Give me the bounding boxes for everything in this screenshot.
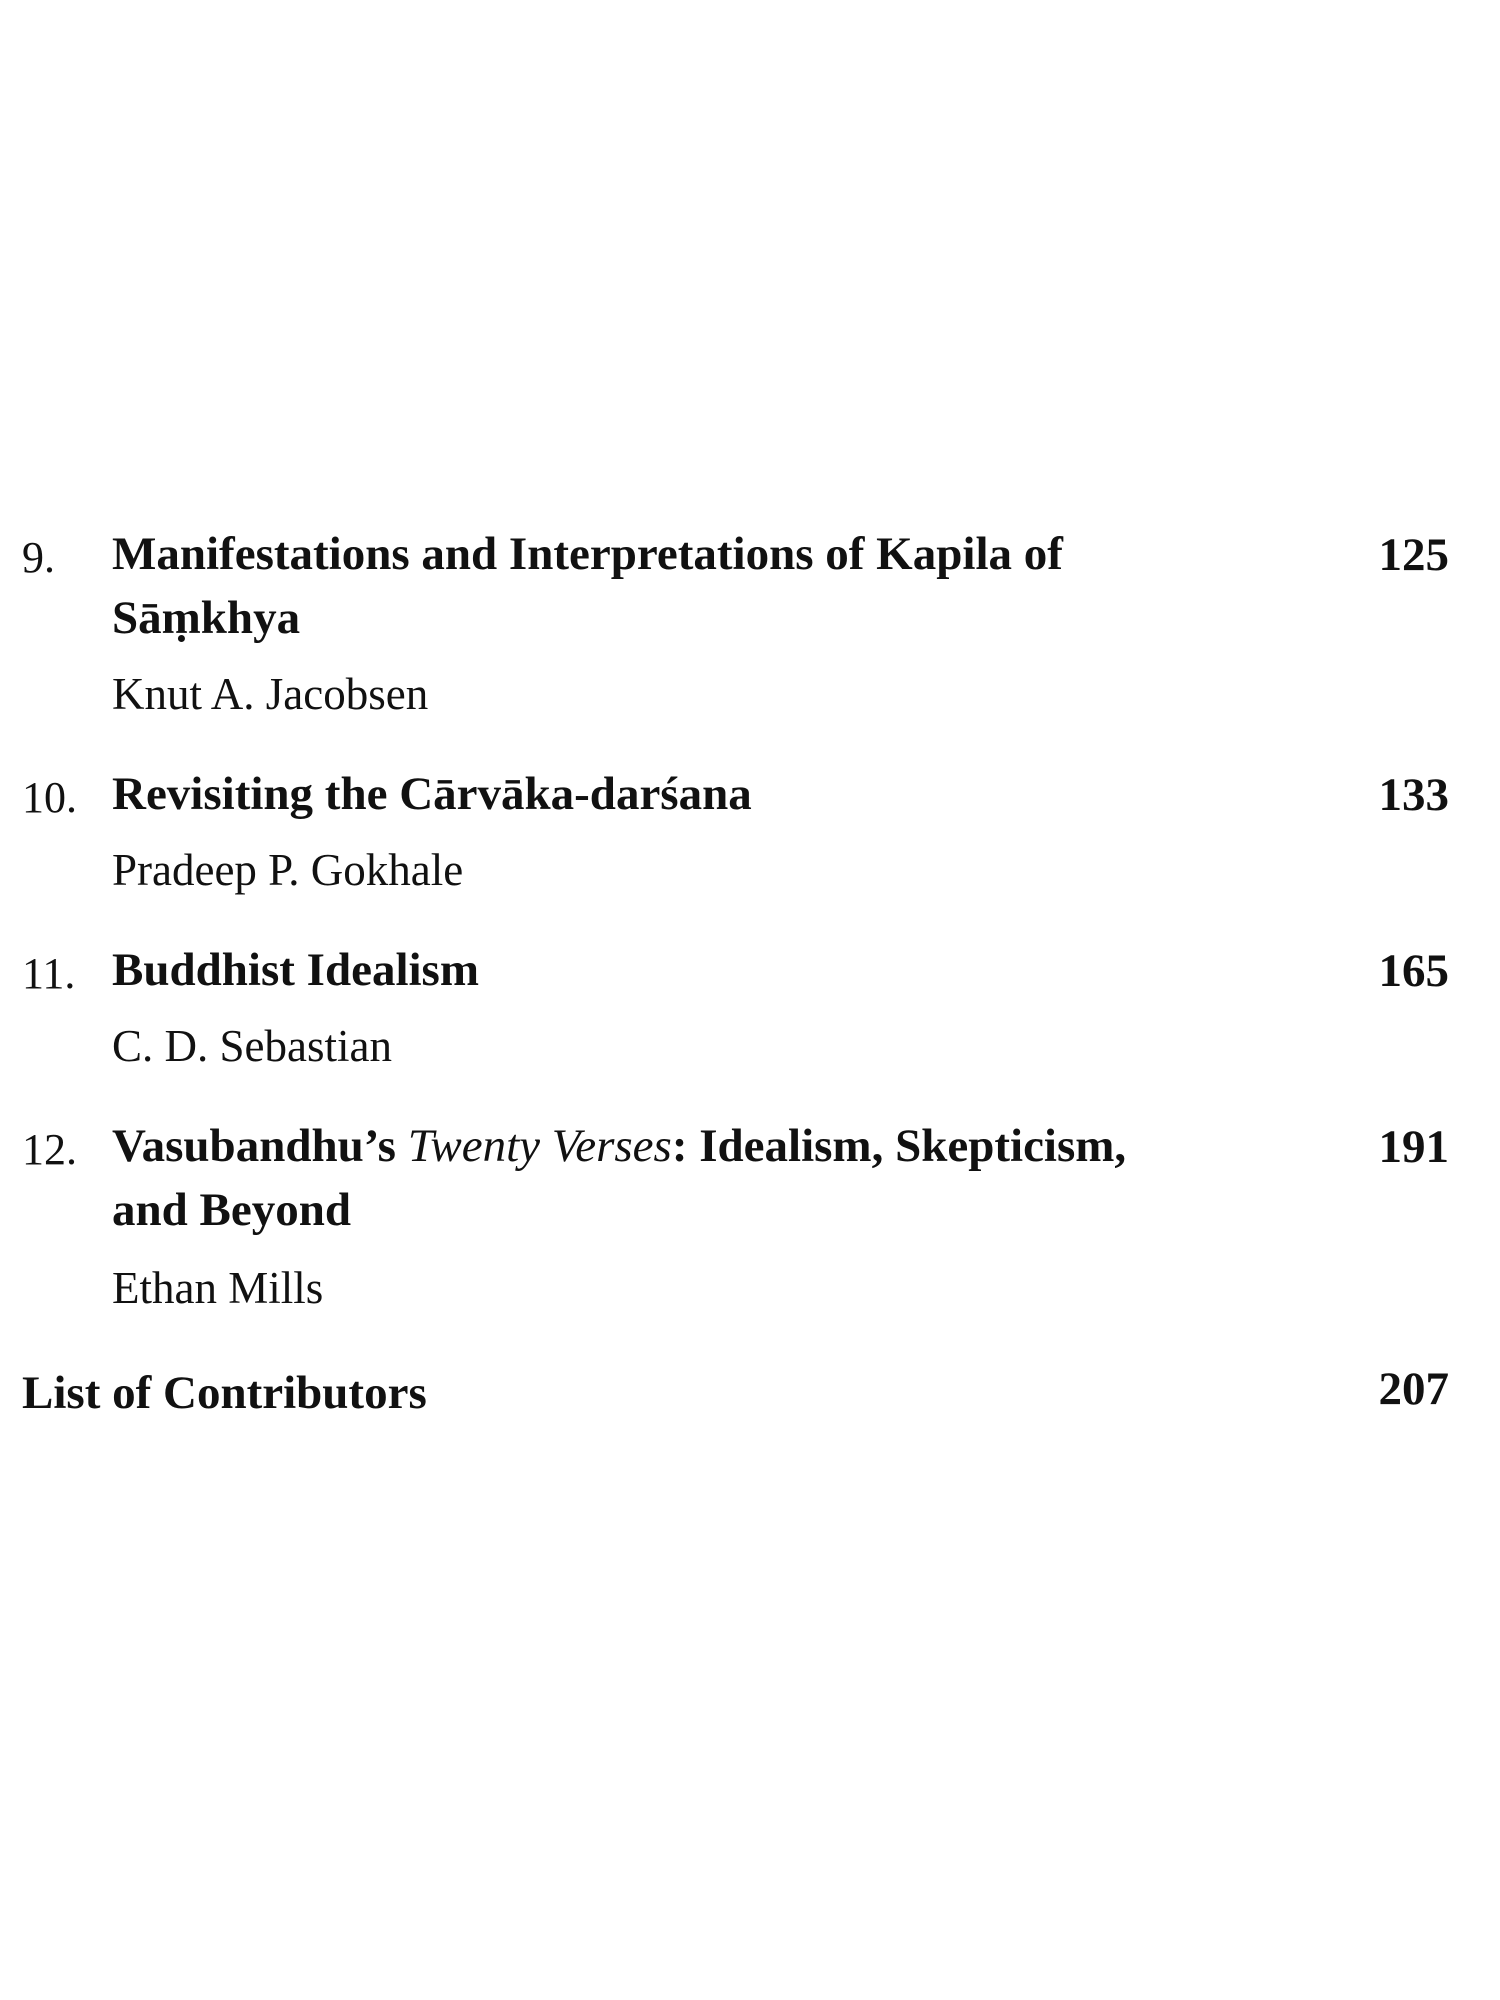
- entry-author: C. D. Sebastian: [112, 1021, 392, 1071]
- entry-page-number: 133: [1378, 769, 1449, 821]
- entry-title-line2: and Beyond: [112, 1184, 352, 1236]
- entry-title: [112, 762, 1312, 826]
- entry-title-italic: Twenty Verses: [407, 1120, 672, 1172]
- entry-title-line1: Revisiting the Cārvāka-darśana: [112, 768, 752, 820]
- contributors-title: List of Contributors: [22, 1367, 427, 1419]
- entry-title-line1: Manifestations and Interpretations of Kapila of: [112, 528, 1063, 580]
- entry-title: [112, 522, 1312, 650]
- entry-title: [112, 1114, 1312, 1242]
- entry-page-number: 125: [1378, 529, 1449, 581]
- entry-title-line2: Sāṃkhya: [112, 592, 301, 644]
- entry-title-prefix: Vasubandhu’s: [112, 1120, 408, 1172]
- entry-number: 12.: [22, 1125, 77, 1174]
- entry-page-number: 191: [1378, 1121, 1449, 1173]
- entry-number: 11.: [22, 949, 76, 998]
- entry-page-number: 165: [1378, 945, 1449, 997]
- entry-author: Ethan Mills: [112, 1263, 324, 1313]
- entry-title-line1: Buddhist Idealism: [112, 944, 480, 996]
- entry-title-suffix: : Idealism, Skepticism,: [671, 1120, 1127, 1172]
- entry-author: Knut A. Jacobsen: [112, 669, 429, 719]
- entry-number: 10.: [22, 773, 77, 822]
- contributors-page-number: 207: [1378, 1363, 1449, 1415]
- entry-title-line1: [112, 1114, 1312, 1178]
- entry-number: 9.: [22, 533, 55, 582]
- entry-title: [112, 938, 1312, 1002]
- entry-author: Pradeep P. Gokhale: [112, 845, 464, 895]
